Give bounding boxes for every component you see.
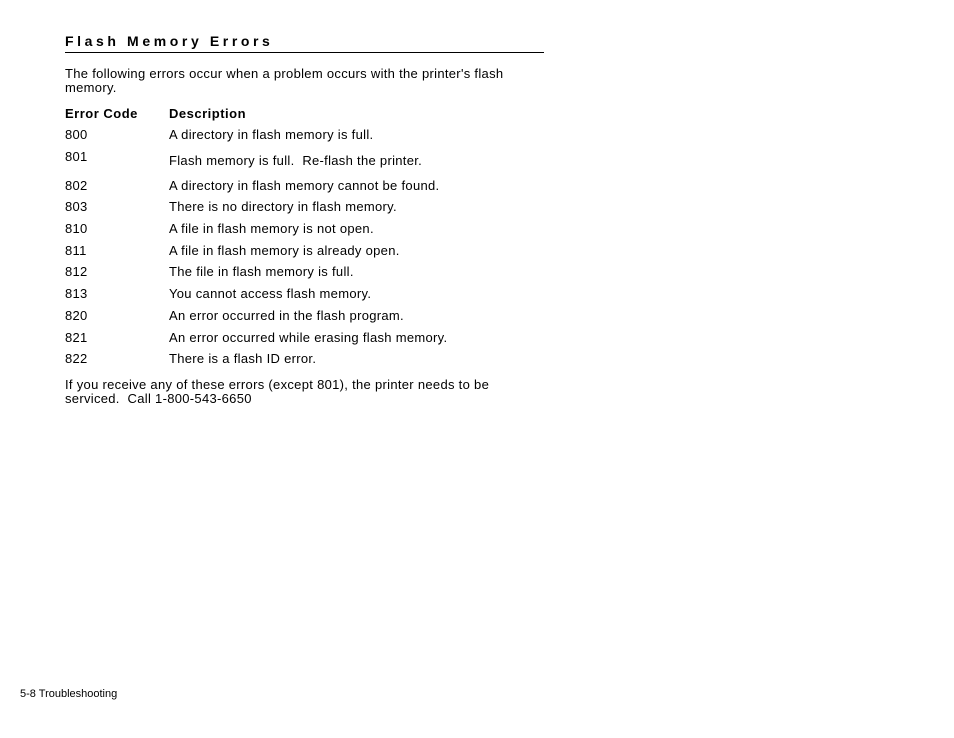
table-row (65, 178, 545, 200)
error-description: A file in flash memory is not open. (169, 221, 374, 237)
table-row (65, 149, 545, 178)
table-header-row (65, 106, 545, 127)
table-row (65, 286, 545, 308)
table-row (65, 199, 545, 221)
page-footer: 5-8 Troubleshooting (20, 688, 118, 700)
error-code: 810 (65, 221, 88, 237)
error-description: An error occurred while erasing flash memory. (169, 329, 448, 345)
error-description: There is a flash ID error. (169, 351, 317, 367)
error-code: 802 (65, 177, 88, 193)
error-code: 813 (65, 286, 88, 302)
error-code: 811 (65, 242, 87, 258)
error-code: 800 (65, 127, 88, 142)
table-row (65, 308, 545, 330)
error-description: A directory in flash memory cannot be found. (169, 177, 440, 193)
table-row (65, 330, 545, 352)
error-code: 812 (65, 264, 88, 280)
error-description: A directory in flash memory is full. (169, 127, 374, 142)
table-row (65, 221, 545, 243)
section-title: Flash Memory Errors (65, 33, 544, 53)
closing-paragraph: If you receive any of these errors (except 801), the printer needs to be serviced. Call 1-800-543-6650 (65, 377, 494, 406)
table-row (65, 264, 545, 286)
header-error-code: Error Code (65, 106, 138, 121)
error-description: Flash memory is full. Re-flash the printer. (169, 152, 423, 168)
table-row (65, 243, 545, 265)
header-description: Description (169, 106, 247, 121)
error-code: 803 (65, 199, 88, 215)
error-code-table (65, 106, 545, 373)
error-description: An error occurred in the flash program. (169, 307, 404, 323)
error-description: You cannot access flash memory. (169, 286, 372, 302)
table-row (65, 127, 545, 149)
error-description: A file in flash memory is already open. (169, 242, 400, 258)
error-code: 822 (65, 351, 88, 367)
error-code: 801 (65, 148, 88, 164)
error-code: 820 (65, 307, 88, 323)
intro-paragraph: The following errors occur when a problem occurs with the printer's flash memory. (65, 66, 504, 95)
error-code: 821 (65, 329, 88, 345)
error-description: There is no directory in flash memory. (169, 199, 397, 215)
table-row (65, 351, 545, 373)
error-description: The file in flash memory is full. (169, 264, 354, 280)
